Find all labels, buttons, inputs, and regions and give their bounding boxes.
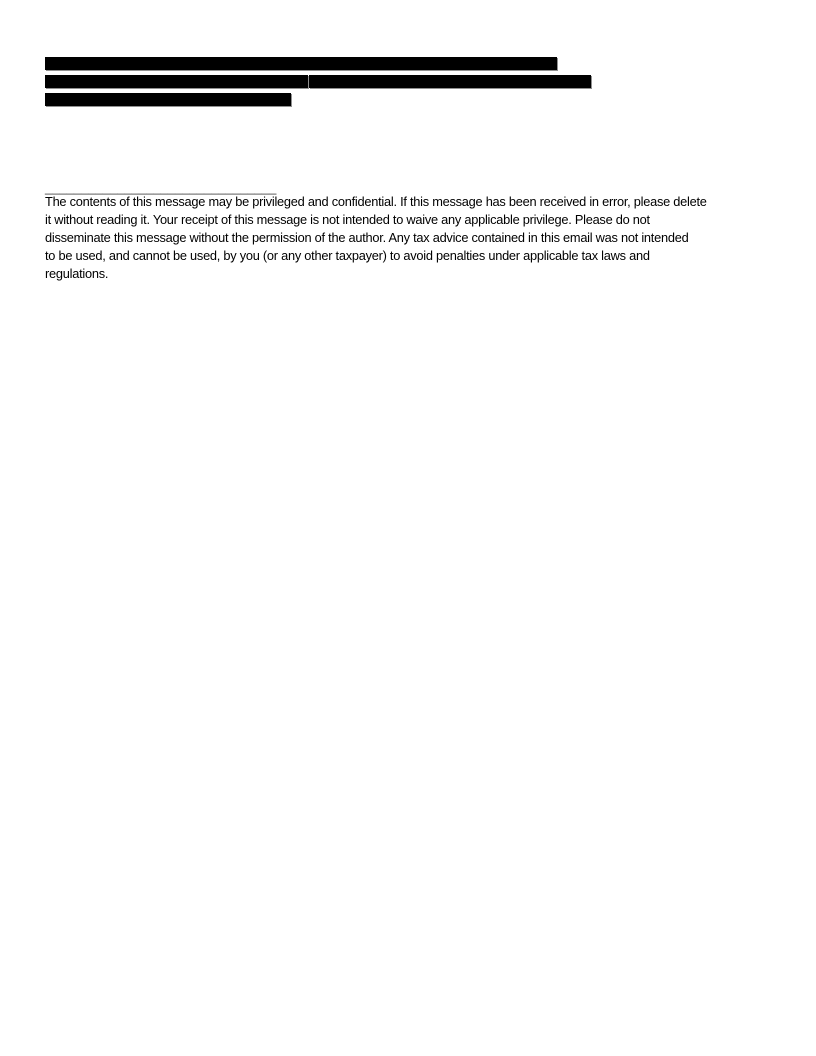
redaction-bar xyxy=(45,75,308,88)
redaction-bar xyxy=(45,57,557,70)
disclaimer-line: regulations. xyxy=(45,266,109,281)
confidentiality-disclaimer xyxy=(45,193,707,283)
disclaimer-line: it without reading it. Your receipt of this message is not intended to waive any applicable privilege. Please do not xyxy=(45,212,650,227)
redacted-line-2 xyxy=(45,75,591,88)
disclaimer-line: disseminate this message without the permission of the author. Any tax advice contained in this email was not intended xyxy=(45,230,689,245)
disclaimer-line: The contents of this message may be privileged and confidential. If this message has been received in error, please delete xyxy=(45,194,707,209)
redaction-bar xyxy=(45,93,291,106)
redacted-line-1 xyxy=(45,57,557,70)
redaction-bar xyxy=(309,75,591,88)
signature-separator: ________________________________ xyxy=(45,180,277,195)
redacted-line-3 xyxy=(45,93,291,106)
disclaimer-line: to be used, and cannot be used, by you (or any other taxpayer) to avoid penalties under applicable tax laws and xyxy=(45,248,650,263)
